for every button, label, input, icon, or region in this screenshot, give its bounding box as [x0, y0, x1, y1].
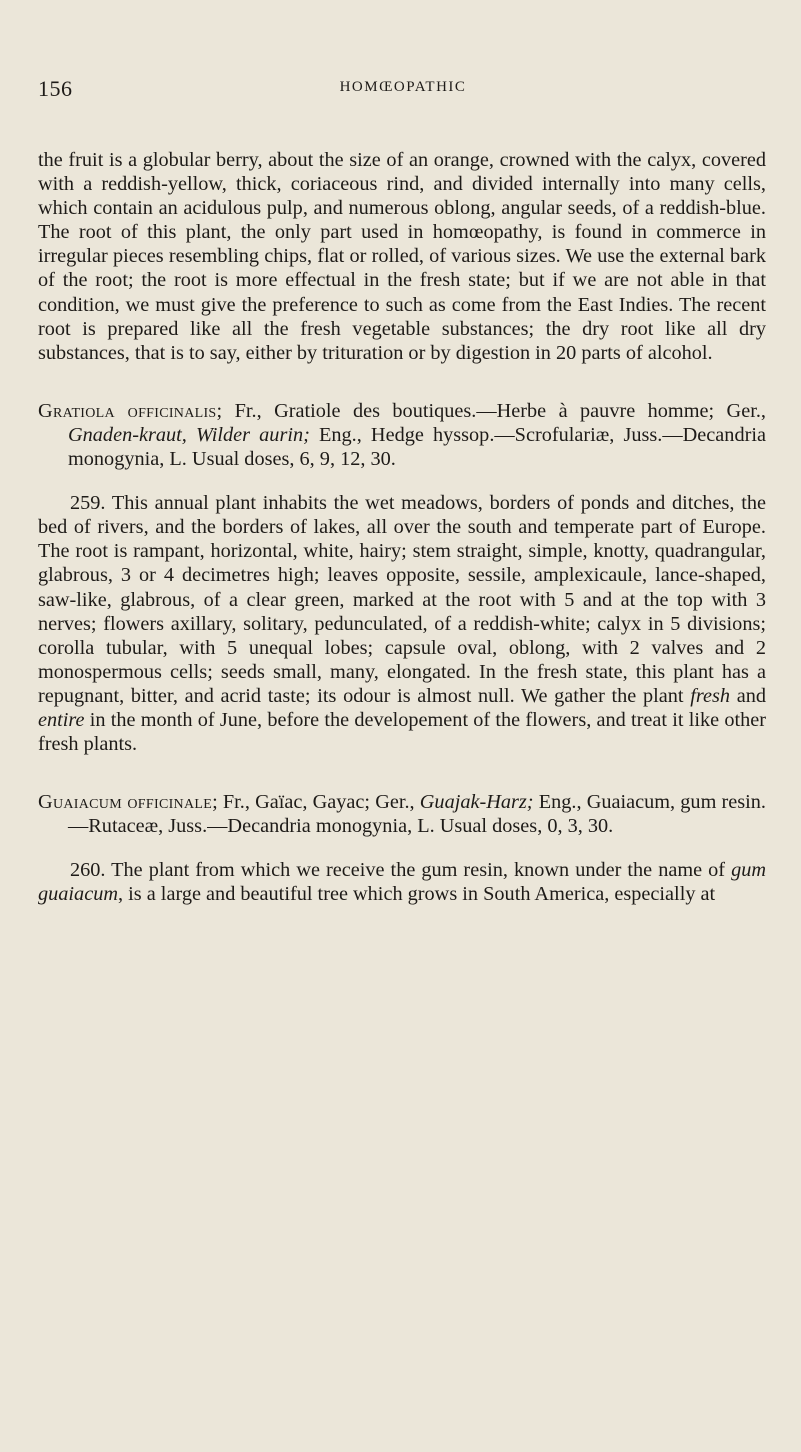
entry-guaiacum-rest: Eng., Guaiacum, gum resin.—Rutaceæ, Juss.—Decandria monogynia, L. Usual doses, 0, 3, 30. [68, 791, 766, 838]
entry-guaiacum-name: Guaiacum officinale [38, 791, 213, 814]
paragraph-259-end: in the month of June, before the developement of the flowers, and treat it like other fresh plants. [38, 708, 766, 756]
entry-guaiacum-heading [38, 790, 766, 838]
entry-guaiacum-lead [38, 791, 212, 813]
paragraph-260 [38, 858, 766, 906]
paragraph-260-end: , is a large and beautiful tree which grows in South America, especially at [118, 883, 716, 906]
entry-gratiola-fr-label: ; Fr., [216, 399, 275, 422]
paragraph-259-entire: entire [38, 708, 85, 731]
paragraph-259-fresh: fresh [690, 684, 731, 707]
spacer [38, 471, 766, 491]
paragraph-259-text: 259. This annual plant inhabits the wet meadows, borders of ponds and ditches, the bed of rivers, and the borders of lakes, all over the south and temperate part of Europe. The root is rampant, horizontal, white, hairy; stem straight, simple, knotty, quadrangular, glabrous, 3 or 4 decimetres high; leaves opposite, sessile, amplexicaule, lance-shaped, saw-like, glabrous, of a clear green, marked at the root with 5 and at the top with 3 nerves; flowers axillary, solitary, pedunculated, of a reddish-white; calyx in 5 divisions; corolla tubular, with 5 unequal lobes; capsule oval, oblong, with 2 valves and 2 monospermous cells; seeds small, many, elongated. In the fresh state, this plant has a repugnant, bitter, and acrid taste; its odour is almost null. We gather the plant [38, 492, 766, 707]
entry-guaiacum-fr-text: ; Fr., Gaïac, Gayac; Ger., [212, 791, 420, 814]
entry-gratiola-ger-names: Gnaden-kraut, Wilder aurin; [68, 423, 310, 446]
entry-gratiola-ger-label: ; Ger., [708, 399, 766, 422]
spacer [38, 756, 766, 790]
spacer [38, 838, 766, 858]
running-head: HOMŒOPATHIC [339, 79, 467, 95]
entry-gratiola-fr-names: Gratiole des boutiques.—Herbe à pauvre homme [274, 399, 709, 422]
page-header [38, 76, 768, 102]
paragraph-259 [38, 491, 766, 756]
paragraph-260-gum: gum guaiacum [38, 859, 766, 906]
paragraph-260-start: 260. The plant from which we receive the gum resin, known under the name of [70, 859, 732, 882]
entry-gratiola-name: Gratiola officinalis [38, 399, 217, 422]
spacer [38, 365, 766, 399]
entry-gratiola-eng-text: Eng., Hedge hyssop.—Scrofulariæ, Juss.—Decandria monogynia, L. Usual doses, 6, 9, 12, 30. [68, 423, 766, 471]
entry-gratiola-lead [38, 400, 217, 422]
paragraph-259-and: and [730, 684, 766, 707]
body-text [38, 148, 766, 907]
paragraph-orange-root: the fruit is a globular berry, about the size of an orange, crowned with the calyx, covered with a reddish-yellow, thick, coriaceous rind, and divided internally into many cells, which contain an acidulous pulp, and numerous oblong, angular seeds, of a reddish-blue. The root of this plant, the only part used in homœopathy, is found in commerce in irregular pieces resembling chips, flat or rolled, of various sizes. We use the external bark of the root; the root is more effectual in the fresh state; but if we are not able in that condition, we must give the preference to such as come from the East Indies. The recent root is prepared like all the fresh vegetable substances; the dry root like all dry substances, that is to say, either by trituration or by digestion in 20 parts of alcohol. [38, 149, 766, 364]
entry-gratiola-heading [38, 399, 766, 471]
entry-guaiacum-ger-names: Guajak-Harz; [419, 791, 534, 814]
page-number: 156 [38, 76, 73, 101]
